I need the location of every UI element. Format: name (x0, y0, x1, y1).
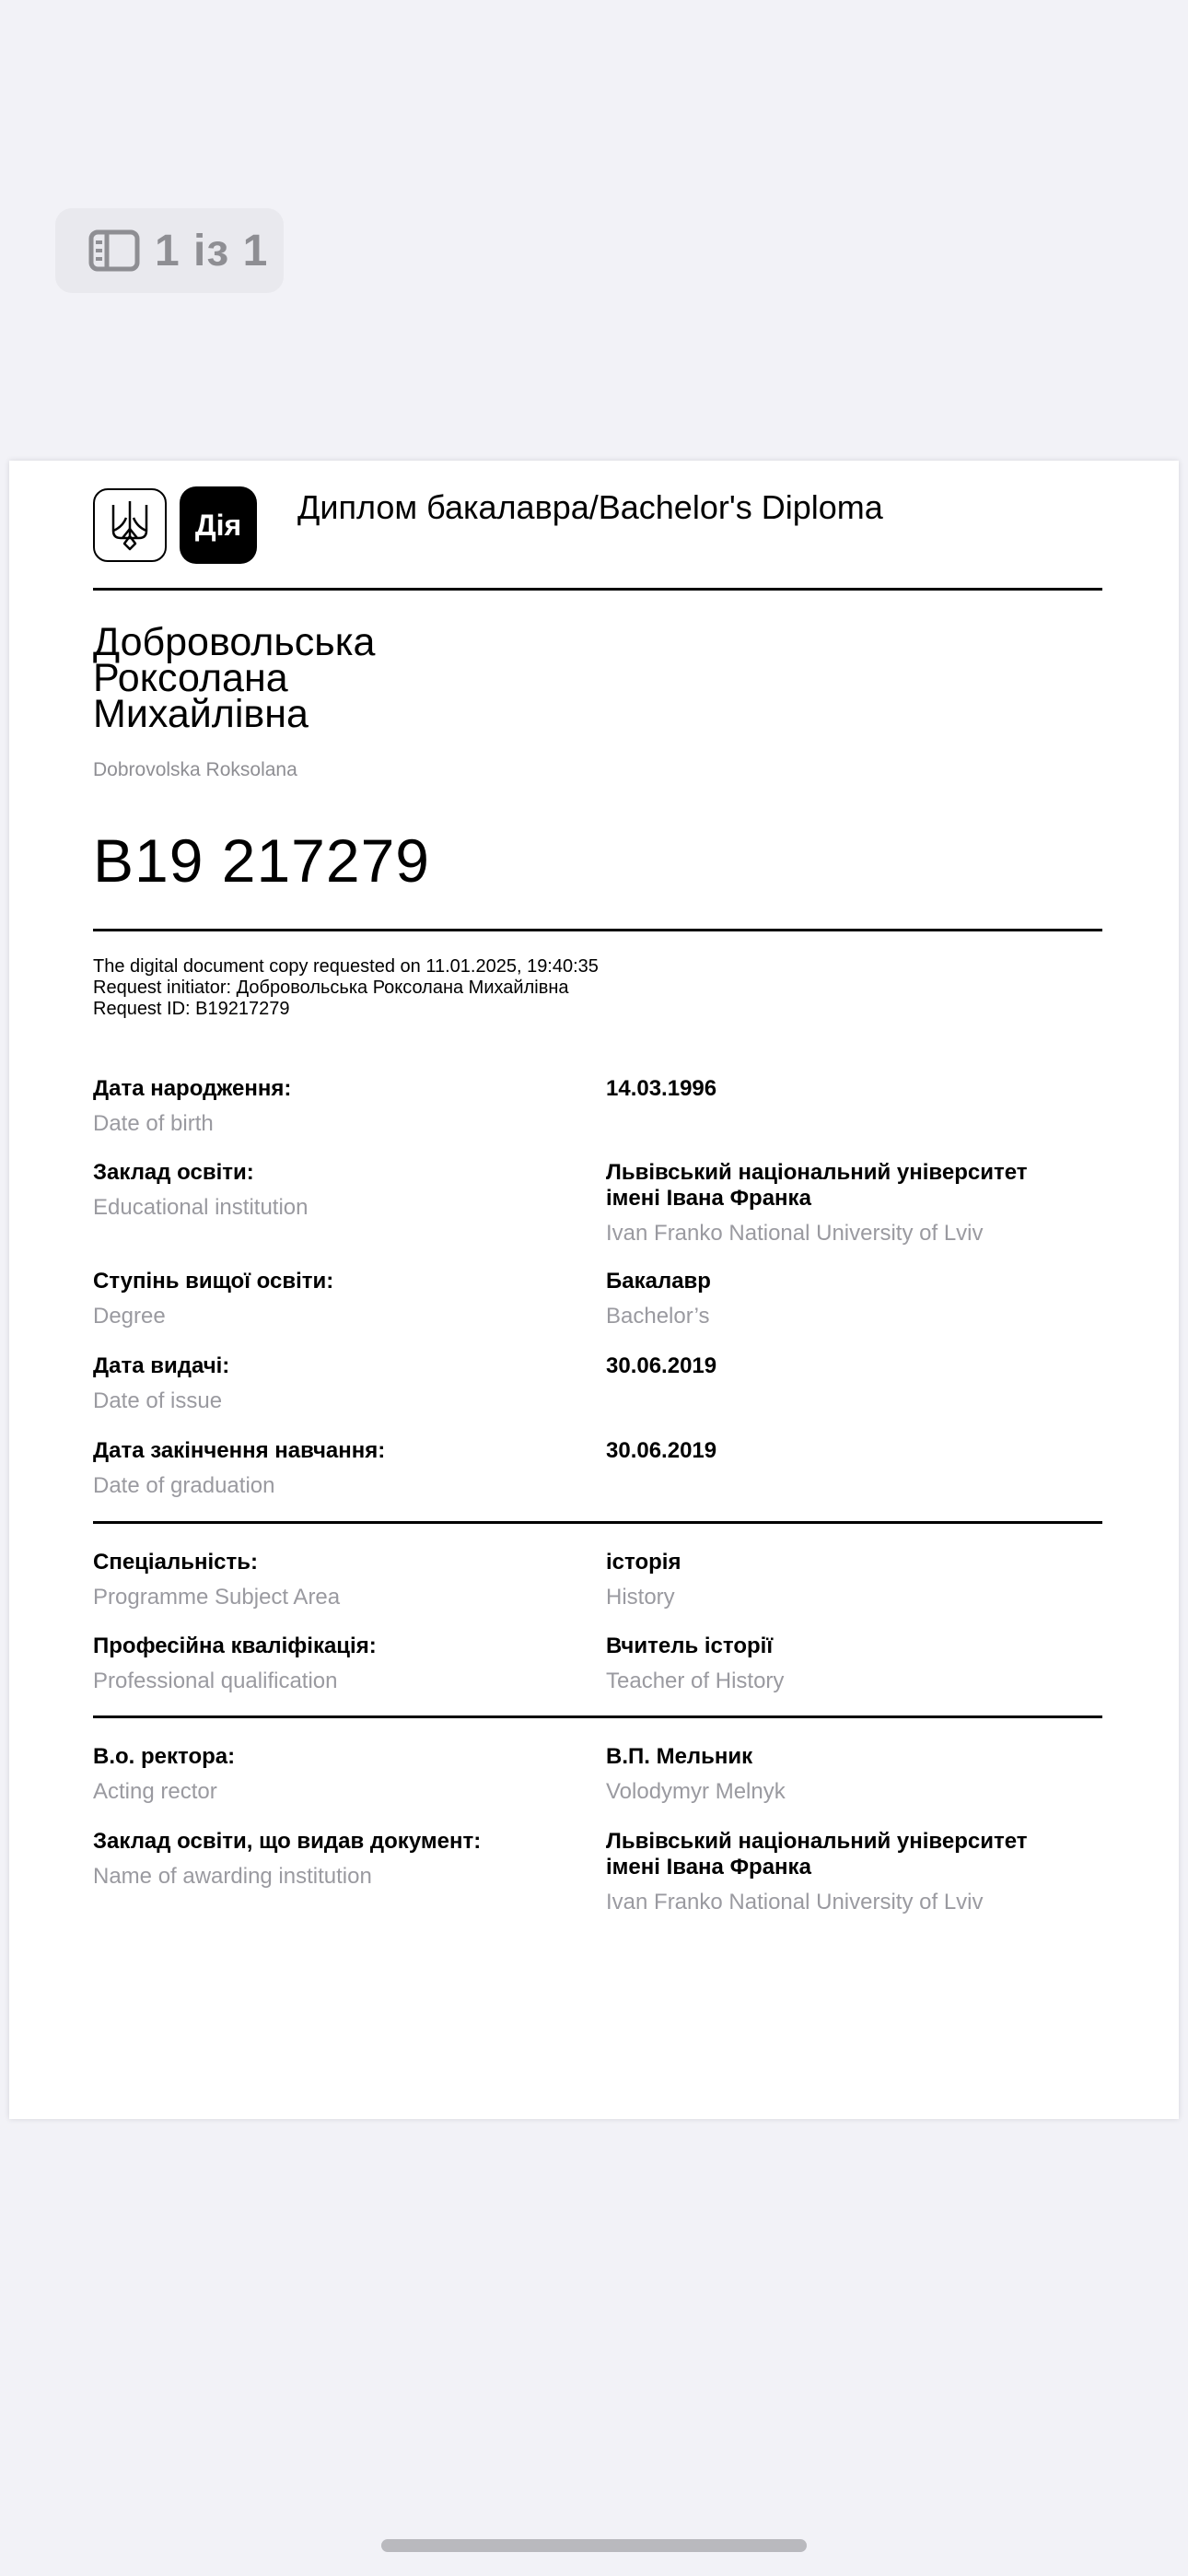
holder-name-uk: Добровольська Роксолана Михайлівна (93, 620, 376, 736)
trident-icon (93, 488, 167, 562)
request-info: The digital document copy requested on 11.01.2025, 19:40:35 Request initiator: Добровольська Роксолана Михайлівна Request ID: B19217279 (93, 956, 599, 1019)
holder-name-en: Dobrovolska Roksolana (93, 759, 297, 780)
document-page: Дія Диплом бакалавра/Bachelor's Diploma Добровольська Роксолана Михайлівна Dobrovolska Roksolana B19 217279 The digital document copy requested on 11.01.2025, 19:40:35 Request initiator: Добровольська Роксолана Михайлівна Request ID: B19217279 Дата народження: Date of birth 14.03.1996 Заклад освіти: Educational institution Львівський національний університет імені Івана Франка Ivan Franko National University of Lviv Ступінь вищої освіти: Degree Бакалавр Bachelor’s Дата видачі: Date of issue 30.06.2019 Дата закінчення навчання: Date of graduation 30.06.2019 Спеціальність: Programme Subject Area історія History Професійна кваліфікація: Professional qualification Вчитель історії Teacher of History В.о. ректора: Acting rector В.П. Мельник Volodymyr Melnyk Заклад освіти, що видав документ: Name of awarding institution Львівський національний університет імені Івана Франка Ivan Franko National University of Lviv (9, 461, 1179, 2119)
divider (93, 1715, 1102, 1718)
sidebar-icon (88, 229, 140, 272)
divider (93, 929, 1102, 931)
document-title: Диплом бакалавра/Bachelor's Diploma (297, 488, 883, 526)
page-indicator-text: 1 із 1 (155, 226, 269, 275)
diia-logo: Дія (180, 486, 257, 564)
diploma-number: B19 217279 (93, 826, 431, 895)
home-indicator[interactable] (381, 2539, 807, 2552)
divider (93, 1521, 1102, 1524)
page-indicator-button[interactable] (55, 208, 284, 293)
divider (93, 588, 1102, 591)
